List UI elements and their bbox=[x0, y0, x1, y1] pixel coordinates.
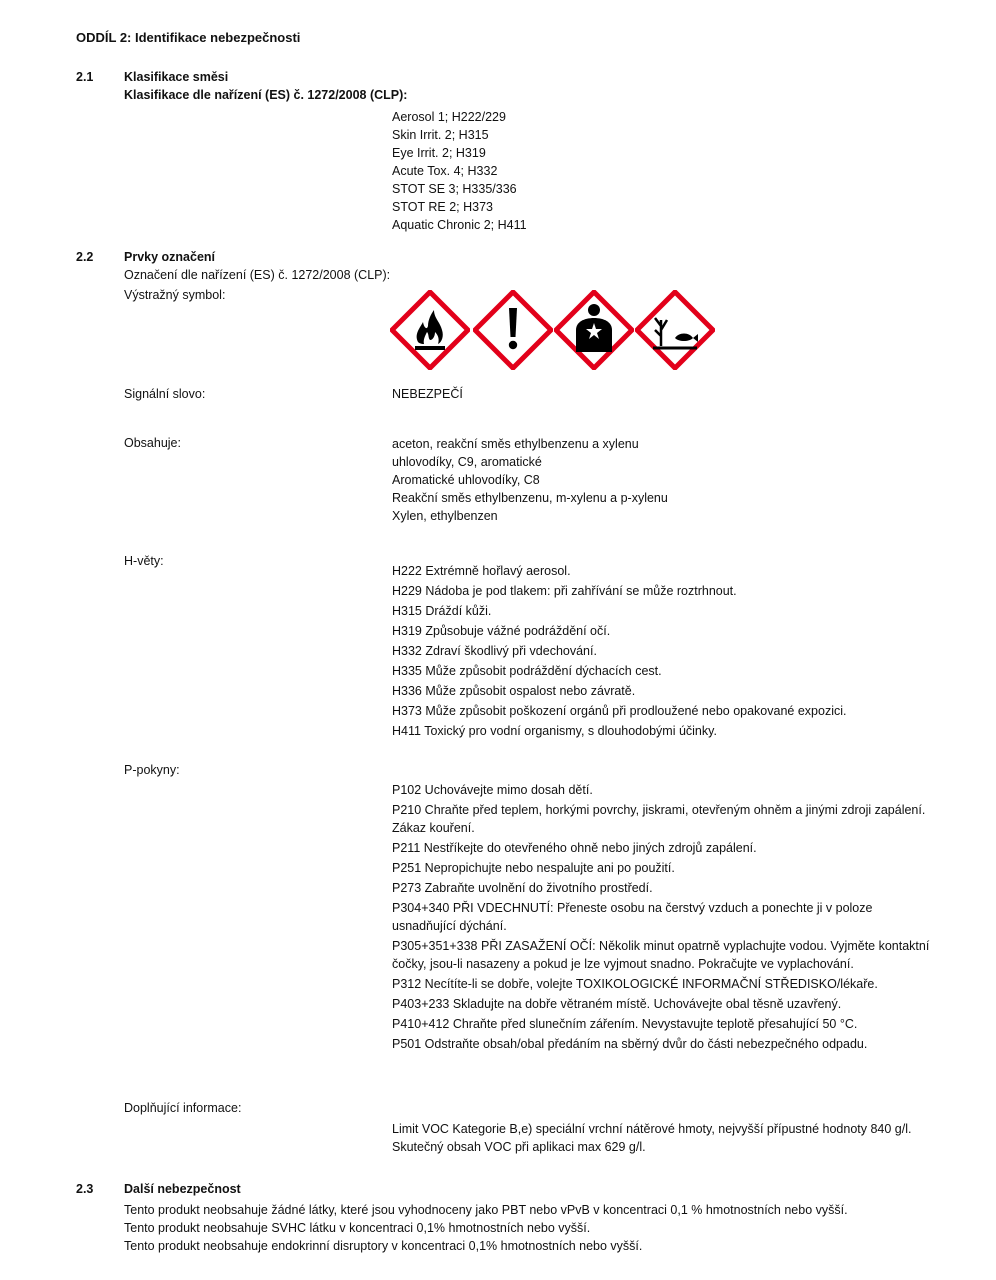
other-hazard-line: Tento produkt neobsahuje SVHC látku v koncentraci 0,1% hmotnostních nebo vyšší. bbox=[124, 1221, 591, 1235]
classification-item: STOT RE 2; H373 bbox=[392, 200, 493, 214]
p-statements-list bbox=[392, 781, 932, 1055]
h-statement: H319 Způsobuje vážné podráždění očí. bbox=[392, 624, 611, 638]
h-statement: H315 Dráždí kůži. bbox=[392, 604, 492, 618]
h-statement: H335 Může způsobit podráždění dýchacích cest. bbox=[392, 664, 662, 678]
p-statement: P251 Nepropichujte nebo nespalujte ani po použití. bbox=[392, 861, 675, 875]
classification-item: Eye Irrit. 2; H319 bbox=[392, 146, 486, 160]
p-statement: P211 Nestříkejte do otevřeného ohně nebo jiných zdrojů zapálení. bbox=[392, 841, 757, 855]
p-statement: P273 Zabraňte uvolnění do životního prostředí. bbox=[392, 881, 653, 895]
section-2-1-number: 2.1 bbox=[76, 70, 94, 84]
classification-list bbox=[392, 108, 527, 234]
extra-info-label: Doplňující informace: bbox=[124, 1101, 242, 1115]
section-2-2-title: Prvky označení bbox=[124, 250, 216, 264]
environment-pictogram-icon bbox=[635, 290, 715, 370]
other-hazard-line: Tento produkt neobsahuje žádné látky, které jsou vyhodnoceny jako PBT nebo vPvB v koncentraci 0,1 % hmotnostních nebo vyšší. bbox=[124, 1203, 848, 1217]
section-2-1-subtitle: Klasifikace dle nařízení (ES) č. 1272/2008 (CLP): bbox=[124, 88, 408, 102]
extra-info-text: Limit VOC Kategorie B,e) speciální vrchní nátěrové hmoty, nejvyšší přípustné hodnoty 840 g/l. Skutečný obsah VOC při aplikaci max 629 g/l. bbox=[392, 1122, 912, 1154]
classification-item: Aquatic Chronic 2; H411 bbox=[392, 218, 527, 232]
p-statements-label: P-pokyny: bbox=[124, 763, 180, 777]
section-title: ODDÍL 2: Identifikace nebezpečnosti bbox=[76, 30, 301, 45]
section-2-1-title: Klasifikace směsi bbox=[124, 70, 229, 84]
h-statement: H336 Může způsobit ospalost nebo závratě. bbox=[392, 684, 636, 698]
h-statement: H332 Zdraví škodlivý při vdechování. bbox=[392, 644, 597, 658]
section-2-3-number: 2.3 bbox=[76, 1182, 94, 1196]
p-statement: P312 Necítíte-li se dobře, volejte TOXIKOLOGICKÉ INFORMAČNÍ STŘEDISKO/lékaře. bbox=[392, 977, 878, 991]
p-statement: P403+233 Skladujte na dobře větraném místě. Uchovávejte obal těsně uzavřený. bbox=[392, 997, 842, 1011]
other-hazard-line: Tento produkt neobsahuje endokrinní disruptory v koncentraci 0,1% hmotnostních nebo vyšší. bbox=[124, 1239, 643, 1253]
contains-item: Xylen, ethylbenzen bbox=[392, 509, 498, 523]
p-statement: P410+412 Chraňte před slunečním zářením. Nevystavujte teplotě přesahující 50 °C. bbox=[392, 1017, 858, 1031]
contains-item: uhlovodíky, C9, aromatické bbox=[392, 455, 542, 469]
section-2-3-title: Další nebezpečnost bbox=[124, 1182, 241, 1196]
p-statement: P210 Chraňte před teplem, horkými povrchy, jiskrami, otevřeným ohněm a jinými zdroji zapálení. Zákaz kouření. bbox=[392, 803, 926, 835]
classification-item: Skin Irrit. 2; H315 bbox=[392, 128, 489, 142]
h-statement: H373 Může způsobit poškození orgánů při prodloužené nebo opakované expozici. bbox=[392, 704, 847, 718]
signal-word-label: Signální slovo: bbox=[124, 387, 206, 401]
contains-list bbox=[392, 435, 668, 525]
signal-word: NEBEZPEČÍ bbox=[392, 387, 463, 401]
p-statement: P501 Odstraňte obsah/obal předáním na sběrný dvůr do části nebezpečného odpadu. bbox=[392, 1037, 868, 1051]
h-statements-list bbox=[392, 561, 846, 741]
contains-item: Aromatické uhlovodíky, C8 bbox=[392, 473, 540, 487]
section-2-2-number: 2.2 bbox=[76, 250, 94, 264]
flame-pictogram-icon bbox=[390, 290, 470, 370]
classification-item: Acute Tox. 4; H332 bbox=[392, 164, 498, 178]
symbol-label: Výstražný symbol: bbox=[124, 288, 226, 302]
p-statement: P305+351+338 PŘI ZASAŽENÍ OČÍ: Několik minut opatrně vyplachujte vodou. Vyjměte kontaktní čočky, jsou-li nasazeny a pokud je lze vyjmout snadno. Pokračujte ve vyplachování. bbox=[392, 939, 930, 971]
health-hazard-pictogram-icon bbox=[554, 290, 634, 370]
h-statement: H229 Nádoba je pod tlakem: při zahřívání se může roztrhnout. bbox=[392, 584, 737, 598]
contains-item: aceton, reakční směs ethylbenzenu a xylenu bbox=[392, 437, 639, 451]
contains-label: Obsahuje: bbox=[124, 436, 181, 450]
classification-item: Aerosol 1; H222/229 bbox=[392, 110, 506, 124]
classification-item: STOT SE 3; H335/336 bbox=[392, 182, 517, 196]
p-statement: P102 Uchovávejte mimo dosah dětí. bbox=[392, 783, 593, 797]
marking-label: Označení dle nařízení (ES) č. 1272/2008 (CLP): bbox=[124, 268, 391, 282]
h-statement: H222 Extrémně hořlavý aerosol. bbox=[392, 564, 571, 578]
h-statement: H411 Toxický pro vodní organismy, s dlouhodobými účinky. bbox=[392, 724, 717, 738]
other-hazards-list bbox=[124, 1201, 848, 1255]
h-statements-label: H-věty: bbox=[124, 554, 164, 568]
contains-item: Reakční směs ethylbenzenu, m-xylenu a p-xylenu bbox=[392, 491, 668, 505]
p-statement: P304+340 PŘI VDECHNUTÍ: Přeneste osobu na čerstvý vzduch a ponechte ji v poloze usnadňující dýchání. bbox=[392, 901, 873, 933]
exclamation-pictogram-icon bbox=[473, 290, 553, 370]
